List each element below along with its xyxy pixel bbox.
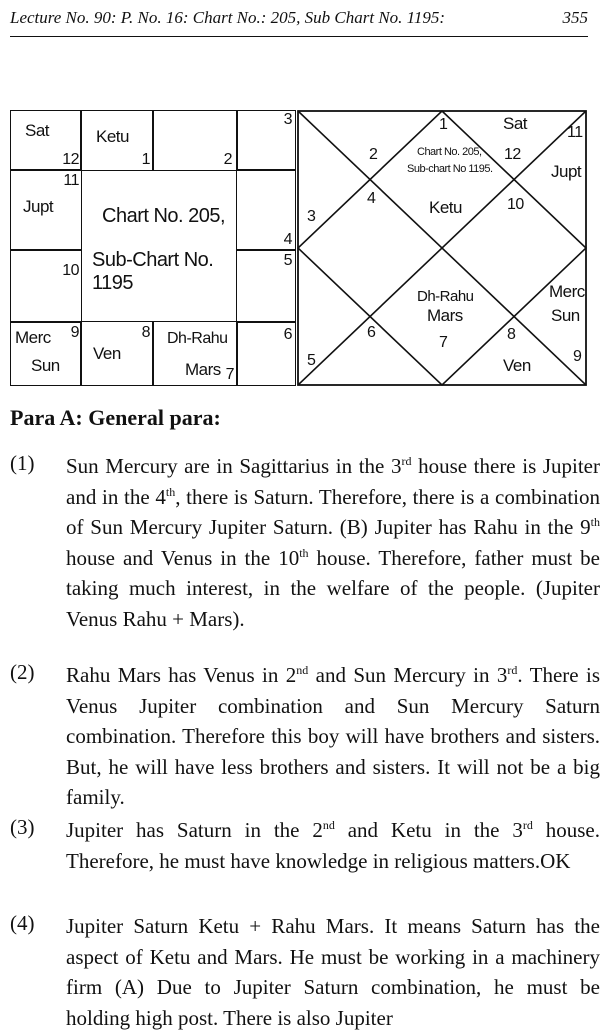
house-number: 1 xyxy=(141,151,150,168)
house-number: 9 xyxy=(70,324,79,341)
north-house-8: 8 xyxy=(507,326,516,343)
north-planet-dh-rahu: Dh-Rahu xyxy=(417,288,474,305)
house-number: 8 xyxy=(141,324,150,341)
house-3-cell xyxy=(236,110,296,171)
north-planet-jupt: Jupt xyxy=(551,162,582,181)
north-house-4: 4 xyxy=(367,190,376,207)
house-10-cell xyxy=(10,249,82,323)
house-5-cell xyxy=(236,249,296,323)
north-house-11: 11 xyxy=(567,124,583,141)
paragraph-marker: (4) xyxy=(10,911,35,935)
north-planet-mars: Mars xyxy=(427,306,463,325)
house-12-cell xyxy=(10,110,82,171)
house-7-cell xyxy=(152,321,238,386)
chart-centre xyxy=(80,169,238,323)
north-planet-merc: Merc xyxy=(549,282,585,301)
north-house-2: 2 xyxy=(369,146,378,163)
paragraph-text: Rahu Mars has Venus in 2nd and Sun Mercury in 3rd. There is Venus Jupiter combination and Sun Mercury Saturn combination. Therefore this boy will have brothers and sisters. But, he will have less brothers and sisters. It will not be a big family. xyxy=(66,663,600,809)
paragraph-marker: (3) xyxy=(10,815,35,839)
centre-subtitle: Sub-Chart No. 1195 xyxy=(92,249,214,294)
section-heading: Para A: General para: xyxy=(10,405,221,430)
house-8-cell xyxy=(80,321,154,386)
north-house-5: 5 xyxy=(307,352,316,369)
paragraph-text: Jupiter Saturn Ketu + Rahu Mars. It means Saturn has the aspect of Ketu and Mars. He must be working in a machinery firm (A) Due to Jupiter Saturn combination, he must be holding high post. There is also Jupiter xyxy=(66,914,600,1030)
planet-merc: Merc xyxy=(15,328,51,347)
page-number: 355 xyxy=(562,8,588,27)
house-9-cell xyxy=(10,321,82,386)
north-indian-chart xyxy=(297,110,587,386)
north-house-7: 7 xyxy=(439,334,448,351)
planet-sat: Sat xyxy=(25,121,50,140)
north-centre-subtitle: Sub-chart No 1195. xyxy=(407,163,493,175)
north-planet-sat: Sat xyxy=(503,114,528,133)
house-number: 5 xyxy=(283,252,292,269)
north-house-9: 9 xyxy=(573,348,582,365)
planet-ven: Ven xyxy=(93,344,121,363)
house-number: 4 xyxy=(283,231,292,248)
centre-title: Chart No. 205, xyxy=(102,205,226,227)
south-indian-chart xyxy=(10,110,296,386)
house-1-cell xyxy=(80,110,154,171)
planet-jupt: Jupt xyxy=(23,197,54,216)
house-11-cell xyxy=(10,169,82,251)
page-header xyxy=(10,8,588,36)
north-planet-ven: Ven xyxy=(503,356,531,375)
north-house-1: 1 xyxy=(439,116,448,133)
paragraph-text: Sun Mercury are in Sagittarius in the 3rd house there is Jupiter and in the 4th, there is Saturn. Therefore, there is a combination of Sun Mercury Jupiter Saturn. (B) Jupiter has Rahu in the 9th house and Venus in the 10th house. Therefore, father must be taking much interest, in the welfare of the people. (Jupiter Venus Rahu + Mars). xyxy=(66,454,600,631)
planet-mars: Mars xyxy=(185,360,221,379)
paragraph-marker: (2) xyxy=(10,660,35,684)
house-4-cell xyxy=(236,169,296,251)
paragraph-text: Jupiter has Saturn in the 2nd and Ketu in the 3rd house. Therefore, he must have knowledge in religious matters.OK xyxy=(66,818,600,873)
planet-dh-rahu: Dh-Rahu xyxy=(167,330,228,347)
header-title: Lecture No. 90: P. No. 16: Chart No.: 205, Sub Chart No. 1195: xyxy=(10,8,446,27)
house-6-cell xyxy=(236,321,296,386)
house-number: 11 xyxy=(63,172,79,189)
north-planet-sun: Sun xyxy=(551,306,580,325)
north-house-10: 10 xyxy=(507,196,524,213)
house-number: 6 xyxy=(283,326,292,343)
house-number: 3 xyxy=(283,111,292,128)
north-house-3: 3 xyxy=(307,208,316,225)
north-house-12: 12 xyxy=(504,146,521,163)
house-number: 2 xyxy=(223,151,232,168)
north-planet-ketu: Ketu xyxy=(429,198,462,217)
paragraph-marker: (1) xyxy=(10,451,35,475)
planet-ketu: Ketu xyxy=(96,127,129,146)
house-number: 7 xyxy=(225,366,234,383)
header-rule xyxy=(10,36,588,37)
planet-sun: Sun xyxy=(31,356,60,375)
north-centre-title: Chart No. 205, xyxy=(417,146,482,158)
house-2-cell xyxy=(152,110,238,171)
north-house-6: 6 xyxy=(367,324,376,341)
house-number: 12 xyxy=(62,151,79,168)
house-number: 10 xyxy=(62,262,79,279)
